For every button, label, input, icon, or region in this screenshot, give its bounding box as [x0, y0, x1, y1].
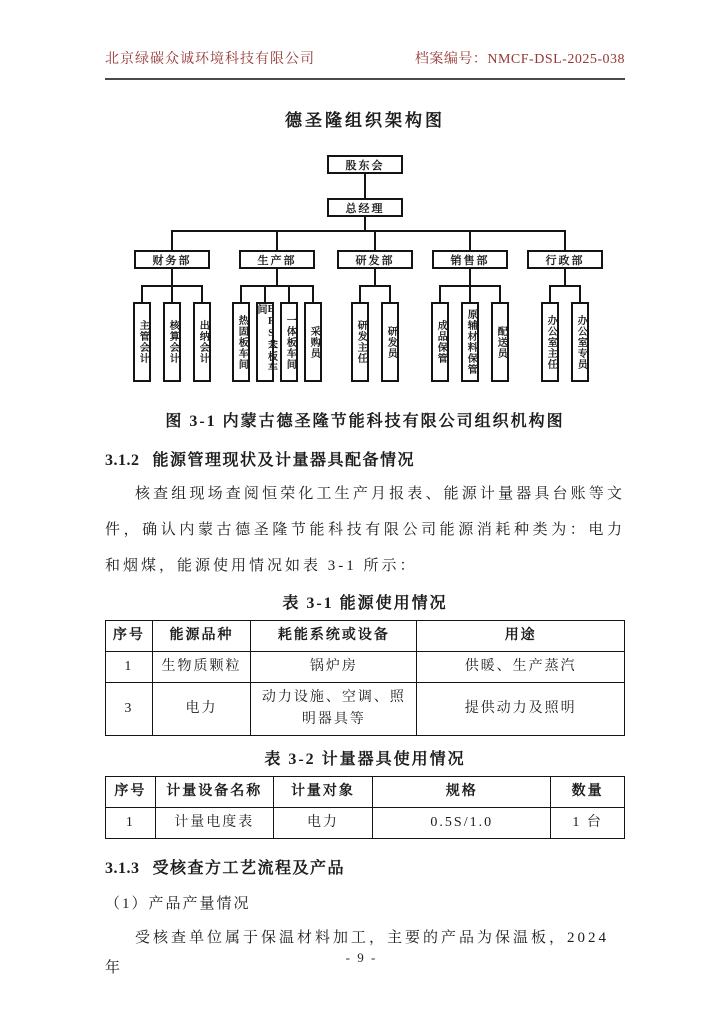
table-cell: 1 台 [551, 808, 625, 839]
position-branch [127, 285, 157, 382]
department-branch [521, 230, 609, 382]
file-number-label: 档案编号： [414, 52, 488, 67]
position-box: 出纳会计 [193, 302, 211, 382]
position-row [229, 285, 325, 382]
position-box: 研发员 [381, 302, 399, 382]
department-box: 销售部 [432, 250, 508, 269]
position-branch [253, 285, 277, 382]
org-chart-title: 德圣隆组织架构图 [285, 111, 445, 130]
figure-caption: 图 3-1 内蒙古德圣隆节能科技有限公司组织机构图 [165, 413, 565, 430]
table2-title: 表 3-2 计量器具使用情况 [264, 751, 466, 768]
position-box: 一体板车间 [280, 302, 298, 382]
table1-header-row [106, 621, 625, 652]
body-paragraph: 受核查单位属于保温材料加工，主要的产品为保温板，2024 年 [105, 930, 610, 976]
position-box: EPS苯板车间 [256, 302, 274, 382]
position-branch [229, 285, 253, 382]
department-branch [331, 230, 419, 382]
connector-line [276, 269, 278, 285]
department-box: 研发部 [337, 250, 413, 269]
connector-line [564, 269, 566, 285]
position-branch [375, 285, 405, 382]
energy-usage-table [105, 620, 625, 736]
position-box: 配送员 [491, 302, 509, 382]
department-branch [419, 230, 521, 382]
position-branch [157, 285, 187, 382]
position-box: 研发主任 [351, 302, 369, 382]
column-header: 能源品种 [152, 621, 251, 652]
position-box: 核算会计 [163, 302, 181, 382]
column-header: 耗能系统或设备 [251, 621, 417, 652]
column-header: 计量设备名称 [155, 777, 273, 808]
connector-line [171, 269, 173, 285]
document-header [105, 48, 625, 80]
connector-line [364, 217, 366, 230]
position-row [425, 285, 515, 382]
table-cell: 动力设施、空调、照明器具等 [251, 683, 417, 736]
position-branch [455, 285, 485, 382]
table-cell: 电力 [152, 683, 251, 736]
subsection-heading: （1）产品产量情况 [105, 896, 251, 912]
position-box: 办公室专员 [571, 302, 589, 382]
department-box: 行政部 [527, 250, 603, 269]
table-cell: 生物质颗粒 [152, 652, 251, 683]
page-content [105, 10, 625, 983]
position-box: 采购员 [304, 302, 322, 382]
section-number: 3.1.2 [105, 452, 140, 469]
table-cell: 计量电度表 [155, 808, 273, 839]
position-row [535, 285, 595, 382]
position-branch [565, 285, 595, 382]
org-box-general-manager: 总经理 [327, 198, 403, 217]
position-branch [301, 285, 325, 382]
department-branch [121, 230, 223, 382]
column-header: 序号 [106, 777, 156, 808]
column-header: 用途 [417, 621, 625, 652]
table-row [106, 808, 625, 839]
table-cell: 供暖、生产蒸汽 [417, 652, 625, 683]
position-branch [187, 285, 217, 382]
position-branch [425, 285, 455, 382]
header-file-number [415, 48, 625, 68]
header-company-name: 北京绿碳众诚环境科技有限公司 [105, 52, 315, 67]
table-cell: 电力 [273, 808, 373, 839]
column-header: 规格 [373, 777, 551, 808]
table2-body [106, 808, 625, 839]
position-row [127, 285, 217, 382]
department-box: 财务部 [134, 250, 210, 269]
org-box-shareholders: 股东会 [327, 155, 403, 174]
table2-header-row [106, 777, 625, 808]
table-cell: 锅炉房 [251, 652, 417, 683]
position-box: 成品保管 [431, 302, 449, 382]
position-box: 主管会计 [133, 302, 151, 382]
section-heading-313 [105, 855, 625, 878]
column-header: 序号 [106, 621, 153, 652]
table-cell: 1 [106, 808, 156, 839]
org-chart [105, 80, 625, 382]
table1-body [106, 652, 625, 736]
position-branch [345, 285, 375, 382]
table-cell: 提供动力及照明 [417, 683, 625, 736]
department-branch [223, 230, 331, 382]
department-row [121, 230, 609, 382]
connector-line [374, 269, 376, 285]
table-cell: 1 [106, 652, 153, 683]
section-number: 3.1.3 [105, 860, 140, 877]
section-title: 受核查方工艺流程及产品 [152, 860, 346, 877]
department-box: 生产部 [239, 250, 315, 269]
file-number-value: NMCF-DSL-2025-038 [487, 52, 625, 67]
position-branch [485, 285, 515, 382]
table-cell: 3 [106, 683, 153, 736]
column-header: 计量对象 [273, 777, 373, 808]
connector-line [469, 269, 471, 285]
position-box: 办公室主任 [541, 302, 559, 382]
position-box: 热固板车间 [232, 302, 250, 382]
table-row [106, 652, 625, 683]
column-header: 数量 [551, 777, 625, 808]
section-heading-312 [105, 447, 625, 470]
position-row [345, 285, 405, 382]
position-branch [535, 285, 565, 382]
section-title: 能源管理现状及计量器具配备情况 [152, 452, 416, 469]
table-cell: 0.5S/1.0 [373, 808, 551, 839]
connector-line [364, 174, 366, 198]
body-paragraph: 核查组现场查阅恒荣化工生产月报表、能源计量器具台账等文件，确认内蒙古德圣隆节能科技有限公司能源消耗种类为：电力和烟煤，能源使用情况如表 3-1 所示： [105, 486, 625, 574]
page-number: - 9 - [345, 950, 378, 965]
position-branch [277, 285, 301, 382]
table-row [106, 683, 625, 736]
position-box: 原辅材料保管 [461, 302, 479, 382]
table1-title: 表 3-1 能源使用情况 [282, 595, 448, 612]
metering-devices-table [105, 776, 625, 839]
